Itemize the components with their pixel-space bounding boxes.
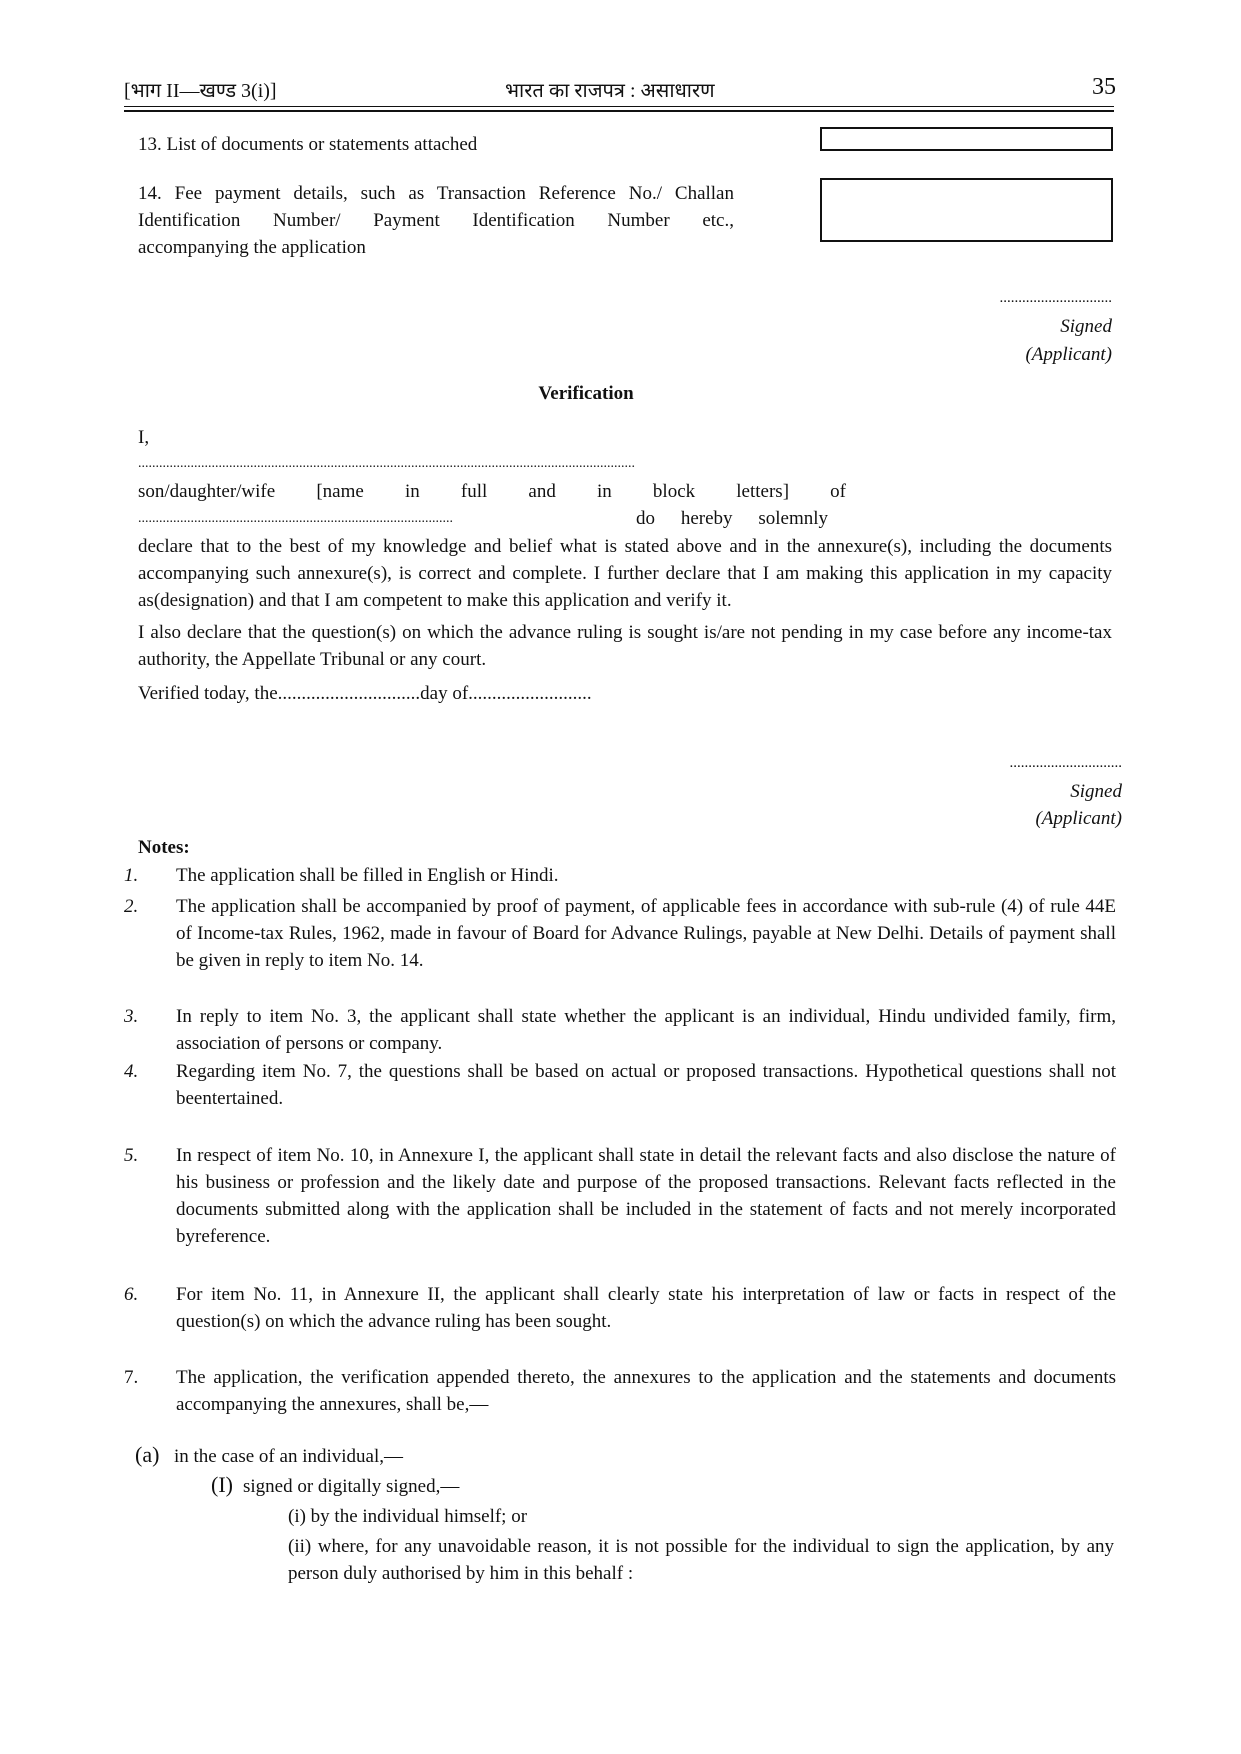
- item-13-label: 13. List of documents or statements attached: [138, 134, 478, 155]
- item-14-line-2: Identification Number/ Payment Identification Number etc.,: [138, 210, 734, 231]
- note-text: The application, the verification appended thereto, the annexures to the application and the statements and documents accompanying the annexures, shall be,—: [176, 1367, 1116, 1415]
- note-number: 6.: [124, 1284, 139, 1305]
- clause-a-text: in the case of an individual,—: [174, 1446, 403, 1467]
- note-text: The application shall be accompanied by proof of payment, of applicable fees in accordance with sub-rule (4) of rule 44E of Income-tax Rules, 1962, made in favour of Board for Advance Rulings, payable at New Delhi. Details of payment shall be given in reply to item No. 14.: [176, 896, 1116, 971]
- signature-1-signed: Signed: [1060, 316, 1112, 337]
- verification-title: Verification: [538, 383, 634, 404]
- item-14-line-1: 14. Fee payment details, such as Transaction Reference No./ Challan: [138, 183, 734, 204]
- note-item: [124, 1058, 1116, 1112]
- signature-1-applicant: (Applicant): [1025, 344, 1112, 365]
- header-rule-thick: [124, 110, 1114, 112]
- note-number: 3.: [124, 1006, 139, 1027]
- note-item: [124, 862, 1116, 889]
- verification-father-blank[interactable]: ..........................................................................................: [138, 511, 453, 526]
- note-item: [124, 1281, 1116, 1335]
- clause-I-text: signed or digitally signed,—: [243, 1476, 460, 1497]
- item-14-input-box[interactable]: [820, 178, 1113, 242]
- header-gazette-title: भारत का राजपत्र : असाधारण: [505, 80, 715, 102]
- clause-a-label: (a): [135, 1442, 160, 1467]
- verified-date-line[interactable]: Verified today, the..............................day of..........................: [138, 683, 592, 704]
- signature-2-line: ..............................: [1009, 755, 1122, 771]
- note-text: In reply to item No. 3, the applicant shall state whether the applicant is an individual, Hindu undivided family, firm, association of persons or company.: [176, 1006, 1116, 1054]
- signature-2-applicant: (Applicant): [1035, 808, 1122, 829]
- item-13-input-box[interactable]: [820, 127, 1113, 151]
- verification-name-blank[interactable]: ..............................................................................................................................................: [138, 456, 635, 471]
- verification-para-1: declare that to the best of my knowledge and belief what is stated above and in the annexure(s), including the documents accompanying such annexure(s), is correct and complete. I further declare that I am making this application in my capacity as(designation) and that I am competent to make this application and verify it.: [138, 536, 1112, 611]
- note-text: Regarding item No. 7, the questions shall be based on actual or proposed transactions. Hypothetical questions shall not beentertained.: [176, 1061, 1116, 1109]
- signature-1-line: ..............................: [999, 290, 1112, 306]
- note-number: 1.: [124, 865, 139, 886]
- verification-son-line: son/daughter/wife [name in full and in block letters] of: [138, 481, 846, 502]
- note-item: [124, 893, 1116, 974]
- note-text: For item No. 11, in Annexure II, the applicant shall clearly state his interpretation of law or facts in respect of the question(s) on which the advance ruling has been sought.: [176, 1284, 1116, 1332]
- signature-2-signed: Signed: [1070, 781, 1122, 802]
- item-14-line-3: accompanying the application: [138, 237, 366, 258]
- notes-title: Notes:: [138, 837, 190, 858]
- verification-solemnly: do hereby solemnly: [636, 508, 828, 529]
- clause-ii-text: (ii) where, for any unavoidable reason, it is not possible for the individual to sign the application, by any person duly authorised by him in this behalf :: [288, 1536, 1114, 1584]
- verification-i: I,: [138, 427, 150, 448]
- clause-I-label: (I): [211, 1472, 233, 1497]
- clause-i-text: (i) by the individual himself; or: [288, 1506, 528, 1527]
- note-text: The application shall be filled in English or Hindi.: [176, 865, 559, 886]
- header-section-label: [भाग II—खण्ड 3(i)]: [124, 80, 277, 102]
- header-rule-thin: [124, 106, 1114, 107]
- note-item: [124, 1003, 1116, 1057]
- note-item: [124, 1364, 1116, 1418]
- note-number: 7.: [124, 1367, 139, 1388]
- note-number: 2.: [124, 896, 139, 917]
- note-text: In respect of item No. 10, in Annexure I, the applicant shall state in detail the relevant facts and also disclose the nature of his business or profession and the likely date and purpose of the proposed transactions. Relevant facts reflected in the documents submitted along with the application shall be included in the statement of facts and not merely incorporated byreference.: [176, 1145, 1116, 1247]
- note-item: [124, 1142, 1116, 1250]
- note-number: 5.: [124, 1145, 139, 1166]
- note-number: 4.: [124, 1061, 139, 1082]
- page-number: 35: [1092, 74, 1116, 100]
- verification-para-2: I also declare that the question(s) on which the advance ruling is sought is/are not pending in my case before any income-tax authority, the Appellate Tribunal or any court.: [138, 622, 1112, 670]
